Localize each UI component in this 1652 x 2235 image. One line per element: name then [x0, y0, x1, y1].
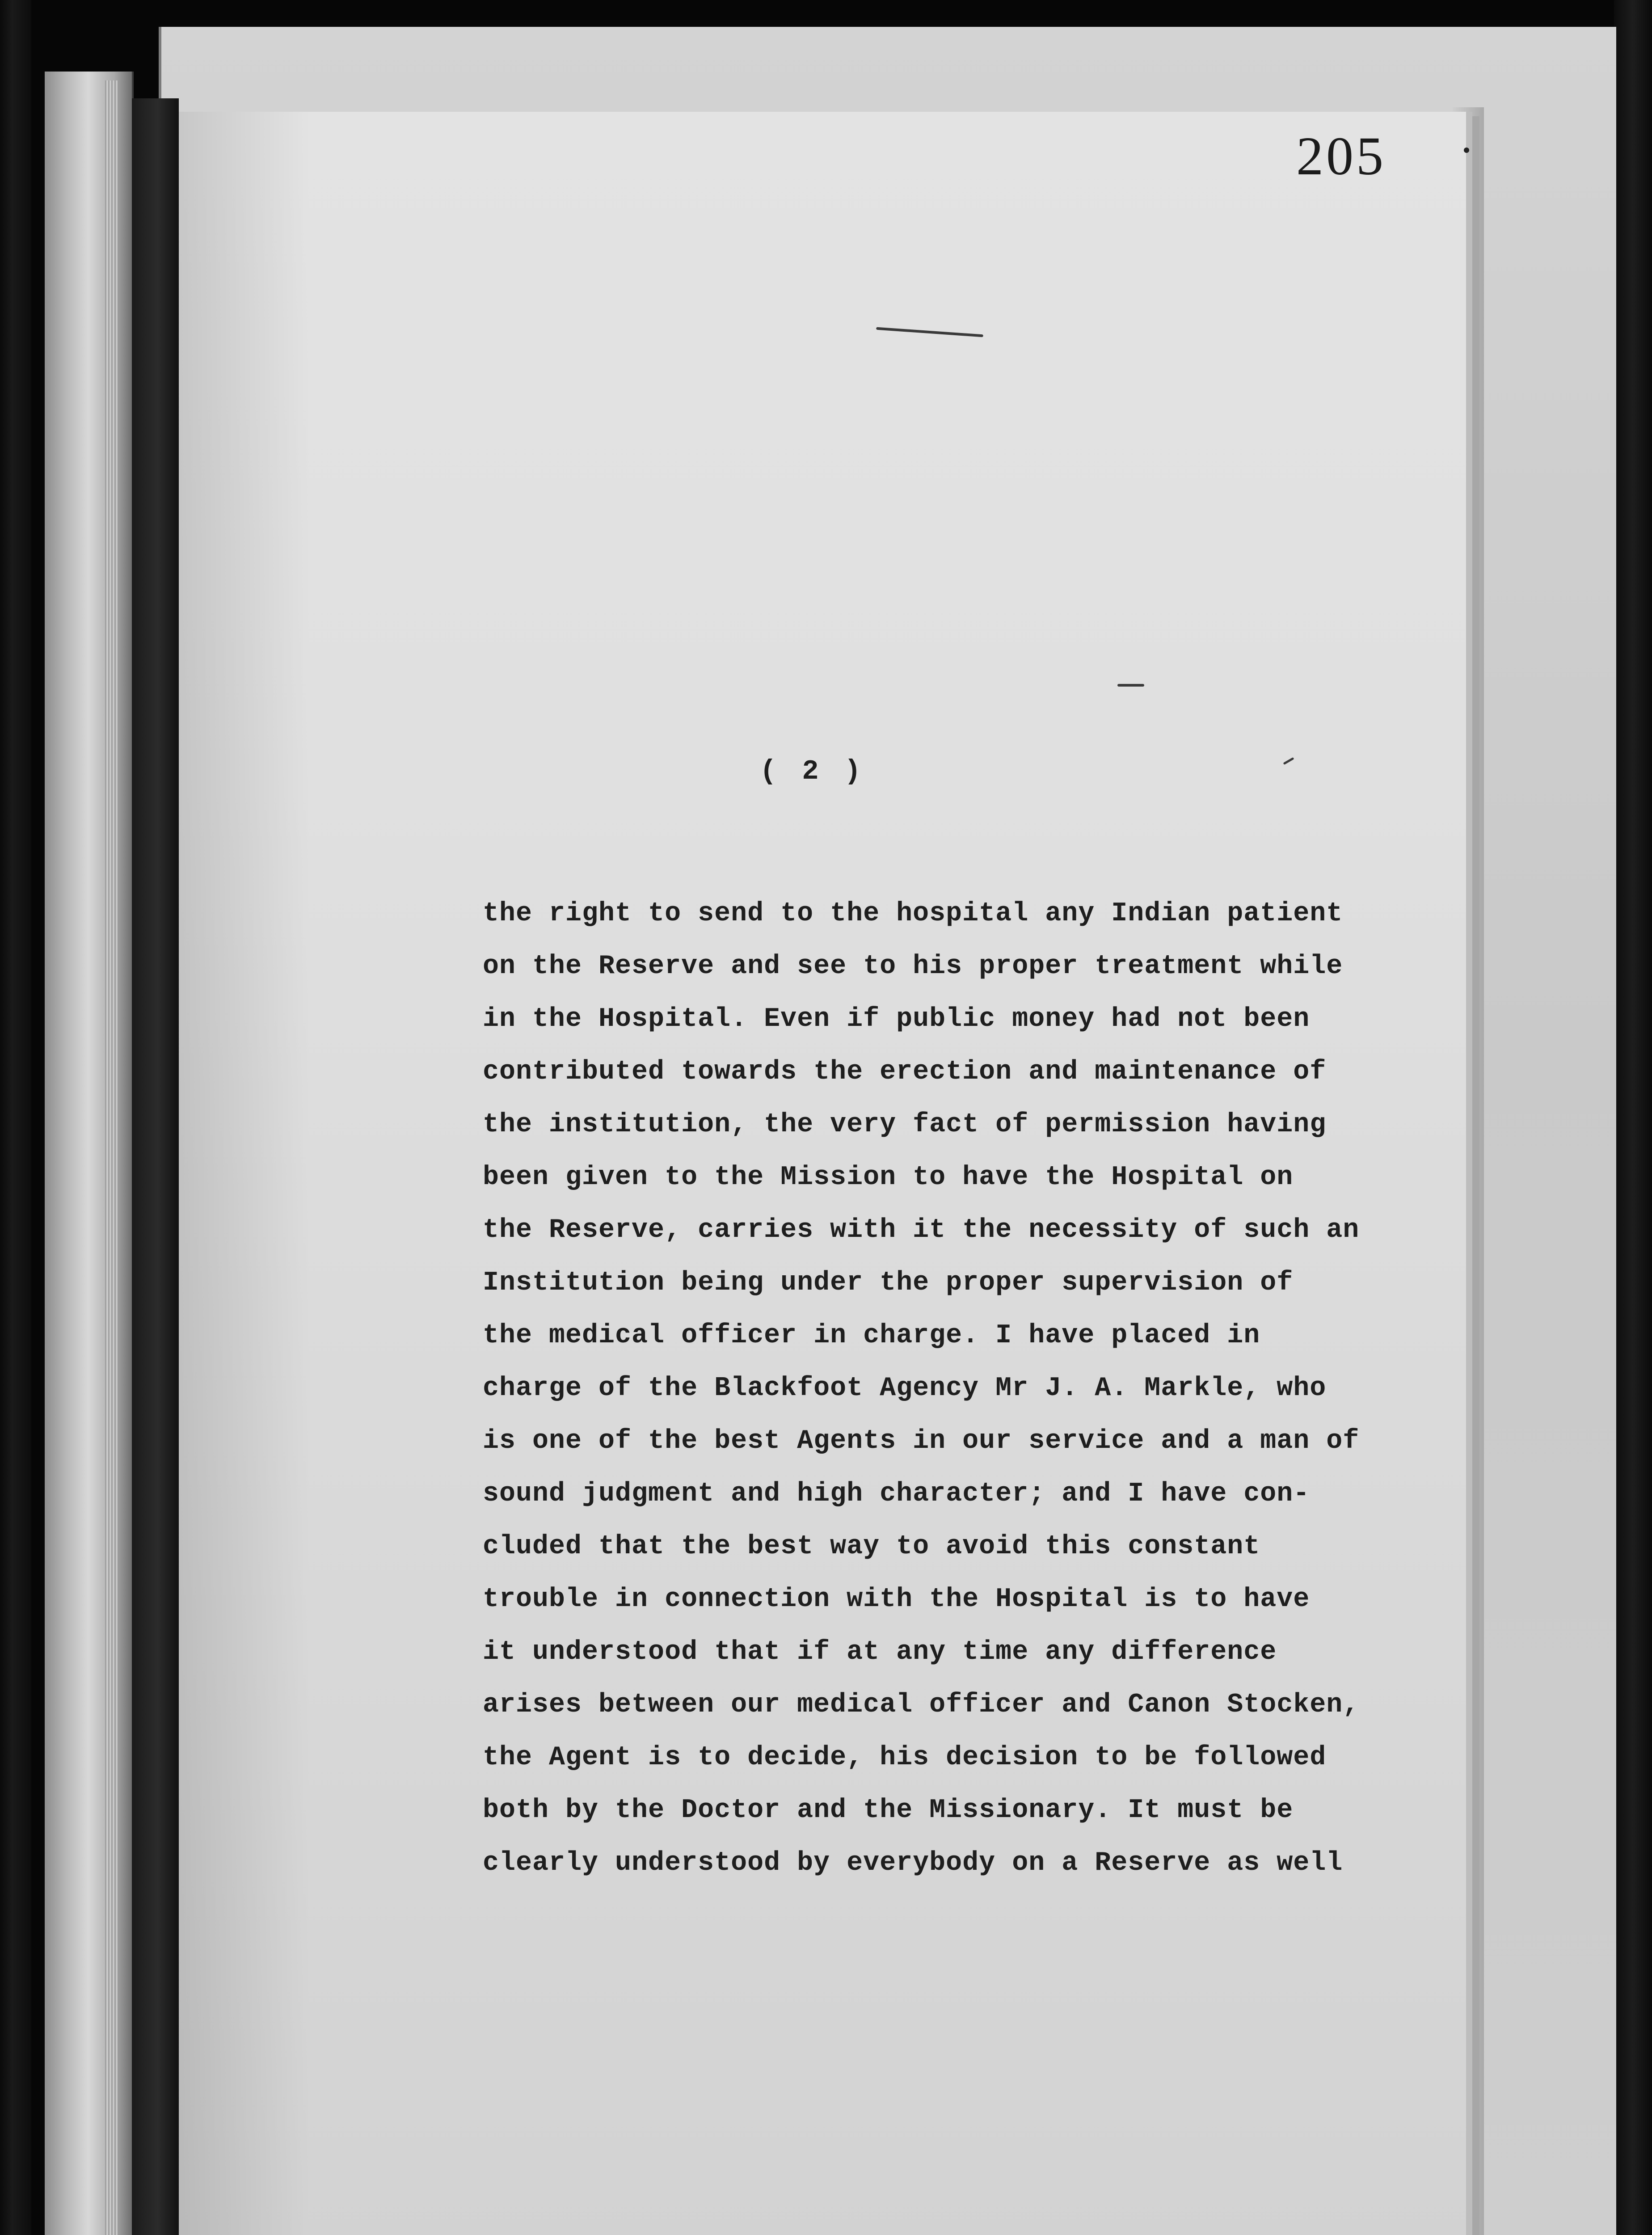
bound-file-spine	[45, 72, 134, 2235]
film-edge-right	[1614, 0, 1652, 2235]
text-line: been given to the Mission to have the Hospital on	[483, 1162, 1294, 1193]
text-line: trouble in connection with the Hospital is to have	[483, 1584, 1310, 1615]
text-line: in the Hospital. Even if public money had not been	[483, 1004, 1310, 1034]
spine-shadow	[132, 98, 179, 2235]
text-line: sound judgment and high character; and I have con-	[483, 1479, 1310, 1509]
stray-dot	[1464, 148, 1469, 153]
text-line: the institution, the very fact of permission having	[483, 1109, 1327, 1140]
text-line: the Reserve, carries with it the necessity of such an	[483, 1215, 1360, 1245]
text-line: Institution being under the proper supervision of	[483, 1268, 1294, 1298]
text-line: the medical officer in charge. I have placed in	[483, 1320, 1260, 1351]
page-number: 205	[1296, 126, 1386, 186]
page-fold-shadow	[179, 112, 367, 2235]
text-line: is one of the best Agents in our service and a man of	[483, 1426, 1360, 1456]
text-line: clearly understood by everybody on a Reserve as well	[483, 1848, 1343, 1878]
text-line: the Agent is to decide, his decision to be followed	[483, 1742, 1327, 1773]
text-line: charge of the Blackfoot Agency Mr J. A. Markle, who	[483, 1373, 1327, 1404]
text-line: both by the Doctor and the Missionary. It must be	[483, 1795, 1294, 1826]
letter-body	[483, 887, 1377, 1889]
page-stack-edges	[105, 80, 118, 2235]
text-line: contributed towards the erection and maintenance of	[483, 1057, 1327, 1087]
text-line: on the Reserve and see to his proper treatment while	[483, 951, 1343, 982]
text-line: cluded that the best way to avoid this constant	[483, 1531, 1260, 1562]
page-sequence-label: ( 2 )	[760, 755, 866, 787]
text-line: arises between our medical officer and Canon Stocken,	[483, 1690, 1360, 1720]
text-line: the right to send to the hospital any Indian patient	[483, 898, 1343, 929]
text-line: it understood that if at any time any difference	[483, 1637, 1277, 1667]
pencil-mark	[1117, 684, 1144, 687]
film-edge-left	[0, 0, 31, 2235]
